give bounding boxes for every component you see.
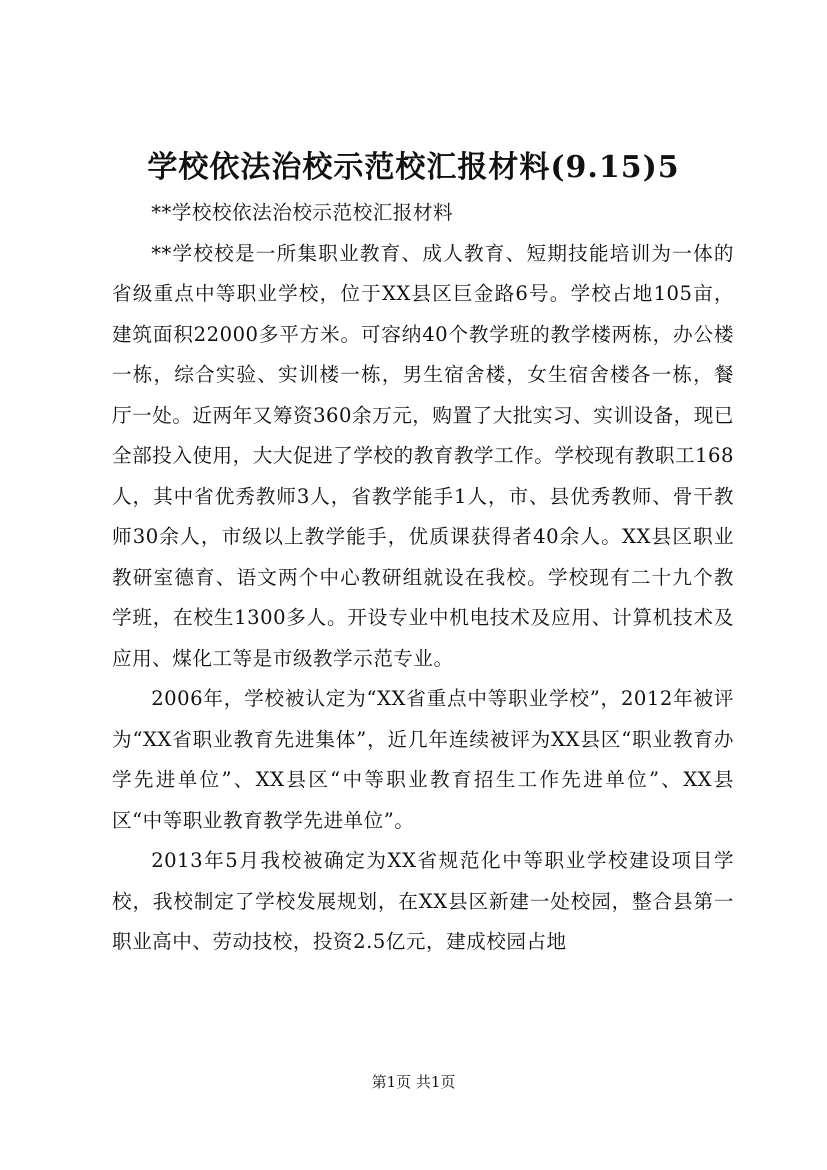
paragraph-school-intro: **学校校是一所集职业教育、成人教育、短期技能培训为一体的省级重点中等职业学校，位于XX县区巨金路6号。学校占地105亩，建筑面积22000多平方米。可容纳40个教学班的教学楼两栋，办公楼一栋，综合实验、实训楼一栋，男生宿舍楼，女生宿舍楼各一栋，餐厅一处。近两年又筹资360余万元，购置了大批实习、实训设备，现已全部投入使用，大大促进了学校的教育教学工作。学校现有教职工168人，其中省优秀教师3人，省教学能手1人，市、县优秀教师、骨干教师30余人，市级以上教学能手，优质课获得者40余人。XX县区职业教研室德育、语文两个中心教研组就设在我校。学校现有二十九个教学班，在校生1300多人。开设专业中机电技术及应用、计算机技术及应用、煤化工等是市级教学示范专业。 [112,241,734,670]
page-footer: 第1页 共1页 [371,1073,456,1091]
paragraph-construction: 2013年5月我校被确定为XX省规范化中等职业学校建设项目学校，我校制定了学校发展规划，在XX县区新建一处校园，整合县第一职业高中、劳动技校，投资2.5亿元，建成校园占地 [112,849,734,953]
paragraph-subtitle: **学校校依法治校示范校汇报材料 [151,201,454,224]
document-title: 学校依法治校示范校汇报材料(9.15)5 [147,150,680,185]
paragraph-honors: 2006年，学校被认定为“XX省重点中等职业学校”，2012年被评为“XX省职业教育先进集体”，近几年连续被评为XX县区“职业教育办学先进单位”、XX县区“中等职业教育招生工作先进单位”、XX县区“中等职业教育教学先进单位”。 [112,687,734,832]
document-body [112,193,734,963]
